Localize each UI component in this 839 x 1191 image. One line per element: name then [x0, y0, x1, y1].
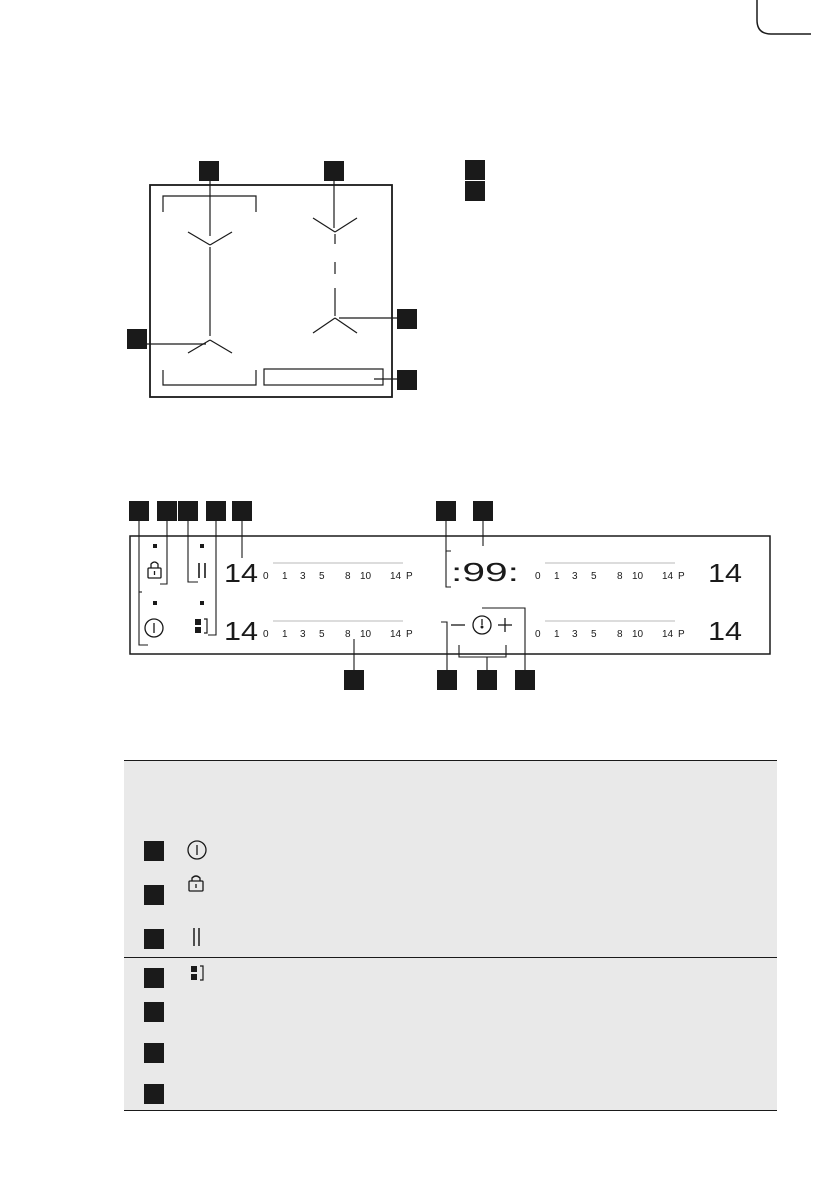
bridge-icon: [184, 960, 210, 986]
callout-badge: [324, 161, 344, 181]
table-row: [124, 919, 777, 958]
scale-label: 5: [319, 629, 325, 640]
callout-badge: [437, 670, 457, 690]
scale-label: 0: [263, 629, 269, 640]
scale-label: 14: [662, 571, 674, 582]
scale-label: 0: [263, 571, 269, 582]
legend-badge: [465, 181, 485, 201]
callout-badge: [397, 370, 417, 390]
scale-label: 10: [632, 571, 644, 582]
scale-label: 3: [300, 571, 306, 582]
scale-label: P: [678, 571, 685, 582]
timer-button[interactable]: [473, 616, 491, 634]
hob-outline: [150, 185, 392, 397]
timer-display: :99:: [451, 557, 519, 587]
power-slider[interactable]: [535, 563, 685, 582]
display-layer: [224, 557, 742, 646]
row-badge: [144, 929, 164, 949]
power-slider[interactable]: [263, 621, 413, 640]
scale-label: 3: [572, 629, 578, 640]
scale-label: 8: [345, 629, 351, 640]
lock-icon[interactable]: [148, 562, 161, 578]
scale-label: 3: [572, 571, 578, 582]
control-description-table: [124, 760, 777, 761]
callout-badge: [206, 501, 226, 521]
power-icon[interactable]: [145, 619, 163, 637]
zone-marker-right-rear: [313, 288, 357, 333]
callout-leaders: [136, 181, 398, 379]
scale-label: 14: [390, 571, 402, 582]
callout-badge: [477, 670, 497, 690]
scale-label: 5: [591, 571, 597, 582]
scale-label: 8: [345, 571, 351, 582]
table-row: [124, 869, 777, 920]
lock-icon: [184, 871, 210, 897]
scale-label: 8: [617, 629, 623, 640]
scale-label: 14: [662, 629, 674, 640]
callout-badge: [232, 501, 252, 521]
hob-layout-diagram: [110, 150, 430, 410]
table-row: [124, 958, 777, 997]
scale-label: 10: [360, 571, 372, 582]
legend-badge: [465, 160, 485, 180]
control-panel-diagram: [110, 490, 790, 700]
zone-marker-right-front: [313, 218, 357, 274]
scale-label: P: [678, 629, 685, 640]
table-row: [124, 831, 777, 870]
scale-label: P: [406, 571, 413, 582]
row-badge: [144, 841, 164, 861]
scale-label: 8: [617, 571, 623, 582]
scale-label: 1: [554, 629, 560, 640]
table-header-row: [124, 761, 777, 832]
pause-icon: [184, 925, 210, 951]
scale-label: 0: [535, 629, 541, 640]
scale-label: 10: [632, 629, 644, 640]
callout-badge: [127, 329, 147, 349]
scale-label: P: [406, 629, 413, 640]
scale-label: 5: [319, 571, 325, 582]
row-badge: [144, 968, 164, 988]
zone-marker-left-rear: [188, 340, 232, 353]
pause-icon[interactable]: [199, 563, 205, 578]
callout-badge: [397, 309, 417, 329]
bottom-callouts: [344, 670, 535, 690]
seven-segment-display: 14: [224, 558, 258, 588]
table-row: [124, 996, 777, 1029]
callout-badge: [199, 161, 219, 181]
row-badge: [144, 1043, 164, 1063]
row-badge: [144, 1002, 164, 1022]
table-row: [124, 1078, 777, 1111]
callout-badge: [344, 670, 364, 690]
scale-label: 1: [554, 571, 560, 582]
control-panel-area: [264, 369, 383, 385]
table-row: [124, 1028, 777, 1079]
callout-badge: [178, 501, 198, 521]
plus-button[interactable]: [498, 618, 512, 632]
crop-mark: [749, 0, 811, 38]
callout-badge: [473, 501, 493, 521]
seven-segment-display: 14: [224, 616, 258, 646]
row-badge: [144, 1084, 164, 1104]
power-slider[interactable]: [263, 563, 413, 582]
power-slider[interactable]: [535, 621, 685, 640]
row-badge: [144, 885, 164, 905]
seven-segment-display: 14: [708, 616, 742, 646]
bridge-zone-bracket-bottom: [163, 370, 256, 385]
scale-label: 10: [360, 629, 372, 640]
callout-badge: [157, 501, 177, 521]
scale-label: 1: [282, 571, 288, 582]
scale-label: 5: [591, 629, 597, 640]
scale-label: 0: [535, 571, 541, 582]
power-icon: [184, 837, 210, 863]
callout-badge: [129, 501, 149, 521]
callout-leaders: [139, 521, 525, 670]
scale-label: 3: [300, 629, 306, 640]
scale-label: 14: [390, 629, 402, 640]
seven-segment-display: 14: [708, 558, 742, 588]
top-callouts: [129, 501, 493, 521]
scale-label: 1: [282, 629, 288, 640]
callout-badge: [436, 501, 456, 521]
bridge-icon[interactable]: [195, 619, 207, 633]
callout-badge: [515, 670, 535, 690]
